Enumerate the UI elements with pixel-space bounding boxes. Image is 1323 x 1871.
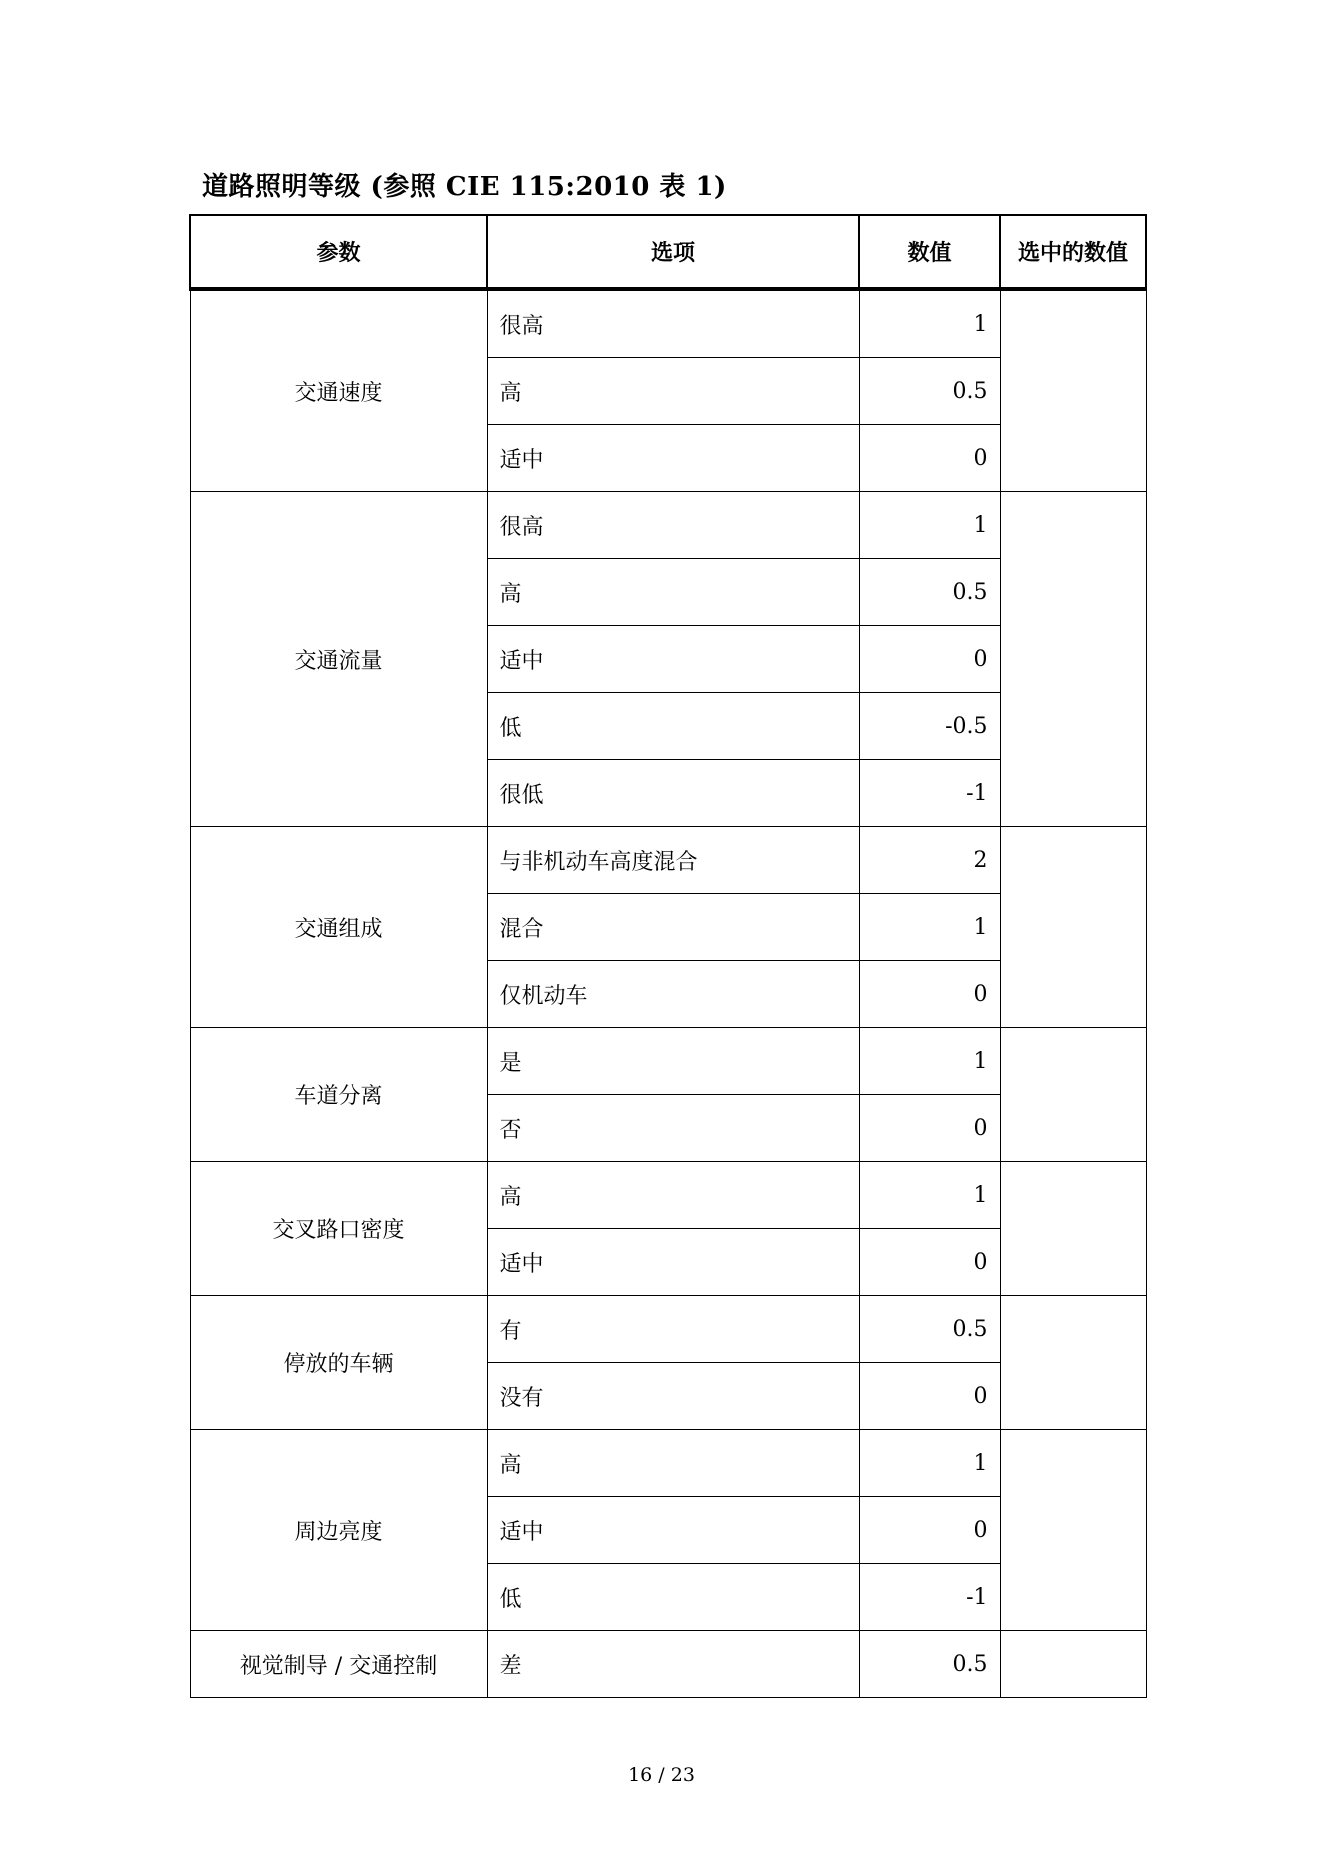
selected-value-cell[interactable]	[1000, 1296, 1146, 1430]
option-cell: 很高	[487, 492, 859, 559]
value-cell: 0.5	[859, 1296, 1000, 1363]
value-cell: 0	[859, 1363, 1000, 1430]
option-cell: 差	[487, 1631, 859, 1698]
value-cell: 0	[859, 961, 1000, 1028]
option-cell: 高	[487, 358, 859, 425]
option-cell: 适中	[487, 1497, 859, 1564]
header-value: 数值	[859, 215, 1000, 289]
option-cell: 是	[487, 1028, 859, 1095]
param-cell: 交通速度	[190, 289, 487, 492]
value-cell: 1	[859, 894, 1000, 961]
value-cell: 0	[859, 1229, 1000, 1296]
value-cell: 0	[859, 425, 1000, 492]
header-param: 参数	[190, 215, 487, 289]
option-cell: 与非机动车高度混合	[487, 827, 859, 894]
param-cell: 交叉路口密度	[190, 1162, 487, 1296]
option-cell: 低	[487, 693, 859, 760]
selected-value-cell[interactable]	[1000, 827, 1146, 1028]
value-cell: 0	[859, 1095, 1000, 1162]
page-number: 16 / 23	[628, 1764, 695, 1786]
selected-value-cell[interactable]	[1000, 1430, 1146, 1631]
value-cell: 0.5	[859, 358, 1000, 425]
table-row	[190, 1296, 1146, 1363]
value-cell: 1	[859, 1430, 1000, 1497]
table-body	[190, 289, 1146, 1698]
table-row	[190, 289, 1146, 358]
value-cell: 0.5	[859, 1631, 1000, 1698]
value-cell: 0.5	[859, 559, 1000, 626]
table-row	[190, 827, 1146, 894]
option-cell: 适中	[487, 425, 859, 492]
page-title: 道路照明等级 (参照 CIE 115:2010 表 1)	[202, 172, 727, 202]
option-cell: 很高	[487, 289, 859, 358]
table-row	[190, 1631, 1146, 1698]
lighting-class-table	[189, 214, 1147, 1698]
option-cell: 有	[487, 1296, 859, 1363]
value-cell: 0	[859, 626, 1000, 693]
value-cell: -0.5	[859, 693, 1000, 760]
option-cell: 仅机动车	[487, 961, 859, 1028]
option-cell: 很低	[487, 760, 859, 827]
value-cell: -1	[859, 760, 1000, 827]
param-cell: 周边亮度	[190, 1430, 487, 1631]
header-selected: 选中的数值	[1000, 215, 1146, 289]
option-cell: 高	[487, 559, 859, 626]
selected-value-cell[interactable]	[1000, 1162, 1146, 1296]
value-cell: 1	[859, 289, 1000, 358]
param-cell: 停放的车辆	[190, 1296, 487, 1430]
selected-value-cell[interactable]	[1000, 289, 1146, 492]
value-cell: 2	[859, 827, 1000, 894]
option-cell: 高	[487, 1430, 859, 1497]
selected-value-cell[interactable]	[1000, 492, 1146, 827]
selected-value-cell[interactable]	[1000, 1631, 1146, 1698]
header-option: 选项	[487, 215, 859, 289]
value-cell: 1	[859, 1028, 1000, 1095]
param-cell: 车道分离	[190, 1028, 487, 1162]
selected-value-cell[interactable]	[1000, 1028, 1146, 1162]
table-header-row	[190, 215, 1146, 289]
table-row	[190, 492, 1146, 559]
option-cell: 混合	[487, 894, 859, 961]
option-cell: 低	[487, 1564, 859, 1631]
option-cell: 没有	[487, 1363, 859, 1430]
option-cell: 高	[487, 1162, 859, 1229]
value-cell: 1	[859, 492, 1000, 559]
param-cell: 视觉制导 / 交通控制	[190, 1631, 487, 1698]
table-row	[190, 1162, 1146, 1229]
param-cell: 交通流量	[190, 492, 487, 827]
value-cell: 1	[859, 1162, 1000, 1229]
option-cell: 适中	[487, 626, 859, 693]
value-cell: 0	[859, 1497, 1000, 1564]
table-row	[190, 1430, 1146, 1497]
option-cell: 适中	[487, 1229, 859, 1296]
table-row	[190, 1028, 1146, 1095]
value-cell: -1	[859, 1564, 1000, 1631]
param-cell: 交通组成	[190, 827, 487, 1028]
option-cell: 否	[487, 1095, 859, 1162]
